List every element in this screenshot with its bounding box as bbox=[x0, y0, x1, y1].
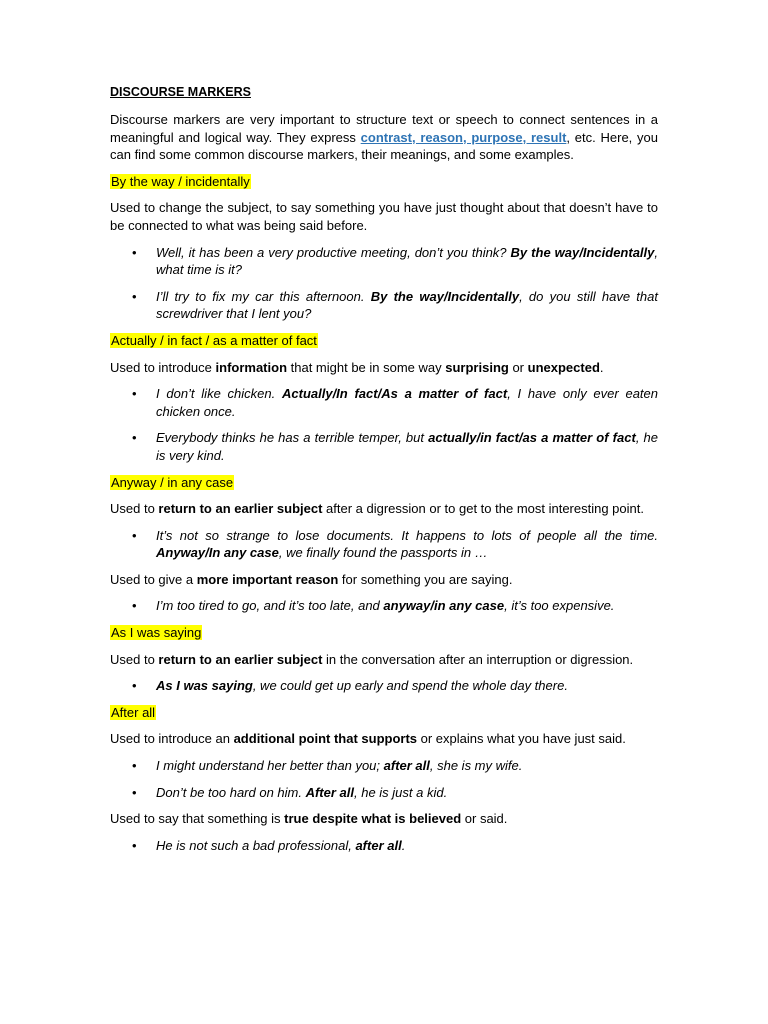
bullet-icon: • bbox=[132, 758, 137, 774]
text-run: , we finally found the passports in … bbox=[278, 545, 488, 561]
bold-phrase: surprising bbox=[445, 359, 509, 375]
bold-phrase: return to an earlier subject bbox=[158, 651, 323, 667]
example-bullet bbox=[110, 837, 658, 855]
bold-phrase: true despite what is believed bbox=[284, 811, 462, 827]
text-run: or explains what you have just said. bbox=[417, 731, 626, 747]
highlighted-heading-text: Actually / in fact / as a matter of fact bbox=[111, 332, 317, 348]
explanation-paragraph bbox=[110, 359, 658, 377]
text-run: for something you are saying. bbox=[338, 571, 513, 587]
explanation-paragraph bbox=[110, 730, 658, 748]
text-run: . bbox=[401, 837, 406, 853]
text-run: , she is my wife. bbox=[429, 758, 523, 774]
text-run: , etc. Here, you can find some common discourse markers, their meanings, and some examples. bbox=[110, 129, 659, 163]
highlighted-heading-text: By the way / incidentally bbox=[111, 173, 250, 189]
text-run: I’m too tired to go, and it’s too late, and bbox=[156, 598, 384, 614]
hyperlink-text[interactable]: contrast, reason, purpose, result bbox=[360, 129, 567, 145]
bold-phrase: unexpected bbox=[527, 359, 600, 375]
example-bullet bbox=[110, 288, 658, 323]
text-run: It’s not so strange to lose documents. It happens to lots of people all the time. bbox=[156, 527, 658, 543]
text-run: Used to introduce bbox=[110, 359, 216, 375]
bullet-icon: • bbox=[132, 430, 137, 446]
text-run: I might understand her better than you; bbox=[156, 758, 384, 774]
bullet-icon: • bbox=[132, 837, 137, 853]
text-run: after a digression or to get to the most interesting point. bbox=[322, 501, 644, 517]
example-bullet bbox=[110, 757, 658, 775]
bold-phrase: By the way/Incidentally bbox=[370, 288, 520, 304]
example-bullet bbox=[110, 677, 658, 695]
bold-phrase: return to an earlier subject bbox=[158, 501, 323, 517]
explanation-paragraph bbox=[110, 500, 658, 518]
text-run: , what time is it? bbox=[156, 244, 659, 278]
bold-phrase: after all bbox=[355, 837, 402, 853]
document-title: DISCOURSE MARKERS bbox=[110, 85, 251, 99]
section-heading bbox=[110, 173, 658, 191]
section-heading bbox=[110, 332, 658, 350]
text-run: Used to bbox=[110, 501, 159, 517]
text-run: Used to bbox=[110, 651, 159, 667]
bold-phrase: after all bbox=[383, 758, 430, 774]
bold-phrase: As I was saying bbox=[156, 678, 253, 694]
bold-phrase: Actually/In fact/As a matter of fact bbox=[282, 386, 508, 402]
example-bullet bbox=[110, 244, 658, 279]
example-bullet bbox=[110, 429, 658, 464]
text-run: Used to give a bbox=[110, 571, 197, 587]
discourse-marker-sections bbox=[110, 173, 658, 855]
explanation-paragraph bbox=[110, 199, 658, 234]
example-bullet bbox=[110, 784, 658, 802]
explanation-paragraph bbox=[110, 810, 658, 828]
bold-phrase: After all bbox=[305, 784, 354, 800]
intro-paragraph bbox=[110, 111, 658, 164]
highlighted-heading-text: After all bbox=[111, 704, 156, 720]
text-run: or bbox=[508, 359, 528, 375]
section-heading bbox=[110, 704, 658, 722]
text-run: Everybody thinks he has a terrible temper, but bbox=[156, 430, 429, 446]
bold-phrase: anyway/in any case bbox=[383, 598, 505, 614]
bold-phrase: By the way/Incidentally bbox=[510, 244, 655, 260]
bold-phrase: more important reason bbox=[196, 571, 339, 587]
text-run: , we could get up early and spend the whole day there. bbox=[252, 678, 568, 694]
text-run: , he is very kind. bbox=[156, 430, 658, 463]
bullet-icon: • bbox=[132, 678, 137, 694]
bold-phrase: Anyway/In any case bbox=[156, 545, 279, 561]
bold-phrase: information bbox=[215, 359, 288, 375]
example-bullet bbox=[110, 385, 658, 420]
example-bullet bbox=[110, 597, 658, 615]
bullet-icon: • bbox=[132, 386, 137, 402]
example-bullet bbox=[110, 527, 658, 562]
bold-phrase: additional point that supports bbox=[233, 731, 418, 747]
bullet-icon: • bbox=[132, 784, 137, 800]
text-run: Used to say that something is bbox=[110, 811, 285, 827]
explanation-paragraph bbox=[110, 571, 658, 589]
text-run: . bbox=[599, 359, 604, 375]
text-run: that might be in some way bbox=[287, 359, 446, 375]
section-heading bbox=[110, 624, 658, 642]
highlighted-heading-text: As I was saying bbox=[111, 625, 202, 641]
explanation-paragraph bbox=[110, 651, 658, 669]
bold-phrase: actually/in fact/as a matter of fact bbox=[428, 430, 636, 446]
text-run: I don’t like chicken. bbox=[156, 386, 282, 402]
text-run: , it’s too expensive. bbox=[504, 598, 615, 614]
text-run: Discourse markers are very important to structure text or speech to connect sentences in a meaningful and logical way. They express bbox=[110, 112, 658, 145]
bullet-icon: • bbox=[132, 598, 137, 614]
text-run: in the conversation after an interruption or digression. bbox=[322, 651, 634, 667]
bullet-icon: • bbox=[132, 288, 137, 304]
highlighted-heading-text: Anyway / in any case bbox=[111, 474, 234, 490]
text-run: , I have only ever eaten chicken once. bbox=[156, 386, 659, 419]
text-run: Used to change the subject, to say something you have just thought about that doesn’t have to be connected to what was being said before. bbox=[110, 200, 658, 233]
bullet-icon: • bbox=[132, 244, 137, 260]
text-run: Well, it has been a very productive meeting, don’t you think? bbox=[156, 244, 511, 260]
text-run: or said. bbox=[461, 811, 508, 827]
text-run: I’ll try to fix my car this afternoon. bbox=[156, 288, 371, 304]
section-heading bbox=[110, 474, 658, 492]
bullet-icon: • bbox=[132, 527, 137, 543]
text-run: Used to introduce an bbox=[110, 731, 234, 747]
text-run: , he is just a kid. bbox=[354, 784, 448, 800]
text-run: He is not such a bad professional, bbox=[156, 837, 356, 853]
text-run: Don’t be too hard on him. bbox=[156, 784, 306, 800]
text-run: , do you still have that screwdriver that I lent you? bbox=[156, 288, 658, 322]
